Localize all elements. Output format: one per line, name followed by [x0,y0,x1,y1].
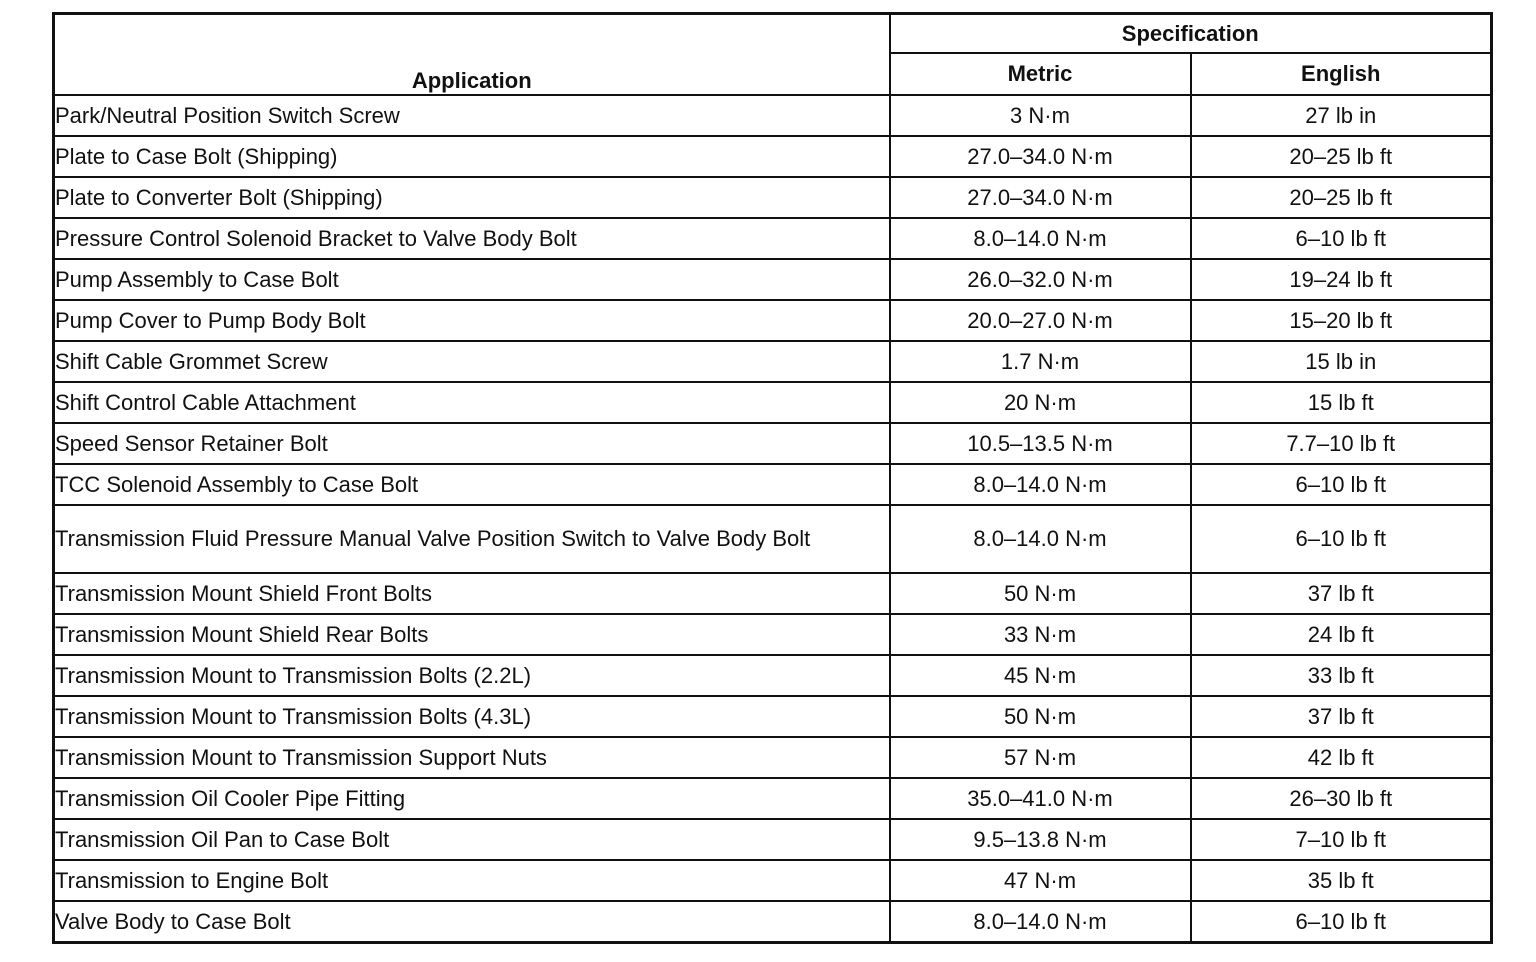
metric-cell: 45 N·m [890,655,1191,696]
table-row [54,573,1492,614]
table-row [54,655,1492,696]
table-row [54,382,1492,423]
metric-cell: 35.0–41.0 N·m [890,778,1191,819]
application-cell: Pump Cover to Pump Body Bolt [54,300,890,341]
table-row [54,737,1492,778]
metric-cell: 3 N·m [890,95,1191,136]
table-row [54,505,1492,573]
column-header-metric: Metric [890,53,1191,95]
application-cell: Transmission Mount to Transmission Support Nuts [54,737,890,778]
application-cell: TCC Solenoid Assembly to Case Bolt [54,464,890,505]
table-row [54,464,1492,505]
table-row [54,860,1492,901]
application-cell: Transmission Mount Shield Rear Bolts [54,614,890,655]
header-row-top [54,14,1492,54]
table-row [54,177,1492,218]
metric-cell: 20 N·m [890,382,1191,423]
metric-cell: 1.7 N·m [890,341,1191,382]
specification-table [52,12,1493,944]
application-cell: Shift Cable Grommet Screw [54,341,890,382]
metric-cell: 8.0–14.0 N·m [890,901,1191,943]
english-cell: 35 lb ft [1191,860,1492,901]
table-header [54,14,1492,96]
column-header-english: English [1191,53,1492,95]
english-cell: 37 lb ft [1191,573,1492,614]
table-row [54,300,1492,341]
english-cell: 20–25 lb ft [1191,177,1492,218]
metric-cell: 57 N·m [890,737,1191,778]
english-cell: 6–10 lb ft [1191,218,1492,259]
table-row [54,259,1492,300]
english-cell: 7.7–10 lb ft [1191,423,1492,464]
english-cell: 42 lb ft [1191,737,1492,778]
table-row [54,696,1492,737]
table-row [54,95,1492,136]
english-cell: 26–30 lb ft [1191,778,1492,819]
english-cell: 15 lb in [1191,341,1492,382]
english-cell: 19–24 lb ft [1191,259,1492,300]
english-cell: 37 lb ft [1191,696,1492,737]
application-cell: Transmission Mount to Transmission Bolts (4.3L) [54,696,890,737]
english-cell: 27 lb in [1191,95,1492,136]
table-row [54,218,1492,259]
table-row [54,819,1492,860]
metric-cell: 26.0–32.0 N·m [890,259,1191,300]
application-cell: Park/Neutral Position Switch Screw [54,95,890,136]
application-cell: Transmission to Engine Bolt [54,860,890,901]
metric-cell: 27.0–34.0 N·m [890,177,1191,218]
application-cell: Valve Body to Case Bolt [54,901,890,943]
metric-cell: 33 N·m [890,614,1191,655]
english-cell: 6–10 lb ft [1191,901,1492,943]
application-cell: Transmission Fluid Pressure Manual Valve Position Switch to Valve Body Bolt [54,505,890,573]
metric-cell: 27.0–34.0 N·m [890,136,1191,177]
metric-cell: 50 N·m [890,573,1191,614]
english-cell: 15 lb ft [1191,382,1492,423]
application-cell: Transmission Mount Shield Front Bolts [54,573,890,614]
application-cell: Plate to Case Bolt (Shipping) [54,136,890,177]
application-cell: Plate to Converter Bolt (Shipping) [54,177,890,218]
metric-cell: 10.5–13.5 N·m [890,423,1191,464]
metric-cell: 50 N·m [890,696,1191,737]
english-cell: 6–10 lb ft [1191,505,1492,573]
table-row [54,423,1492,464]
metric-cell: 8.0–14.0 N·m [890,218,1191,259]
english-cell: 7–10 lb ft [1191,819,1492,860]
english-cell: 15–20 lb ft [1191,300,1492,341]
table-row [54,341,1492,382]
english-cell: 6–10 lb ft [1191,464,1492,505]
table-row [54,614,1492,655]
application-cell: Pump Assembly to Case Bolt [54,259,890,300]
application-cell: Transmission Mount to Transmission Bolts (2.2L) [54,655,890,696]
metric-cell: 9.5–13.8 N·m [890,819,1191,860]
english-cell: 24 lb ft [1191,614,1492,655]
english-cell: 33 lb ft [1191,655,1492,696]
metric-cell: 8.0–14.0 N·m [890,505,1191,573]
application-cell: Transmission Oil Cooler Pipe Fitting [54,778,890,819]
application-cell: Transmission Oil Pan to Case Bolt [54,819,890,860]
application-cell: Shift Control Cable Attachment [54,382,890,423]
application-cell: Speed Sensor Retainer Bolt [54,423,890,464]
column-header-specification: Specification [890,14,1492,54]
metric-cell: 8.0–14.0 N·m [890,464,1191,505]
table-row [54,778,1492,819]
table-row [54,136,1492,177]
metric-cell: 20.0–27.0 N·m [890,300,1191,341]
english-cell: 20–25 lb ft [1191,136,1492,177]
table-body [54,95,1492,943]
table-row [54,901,1492,943]
metric-cell: 47 N·m [890,860,1191,901]
column-header-application: Application [54,14,890,96]
application-cell: Pressure Control Solenoid Bracket to Valve Body Bolt [54,218,890,259]
